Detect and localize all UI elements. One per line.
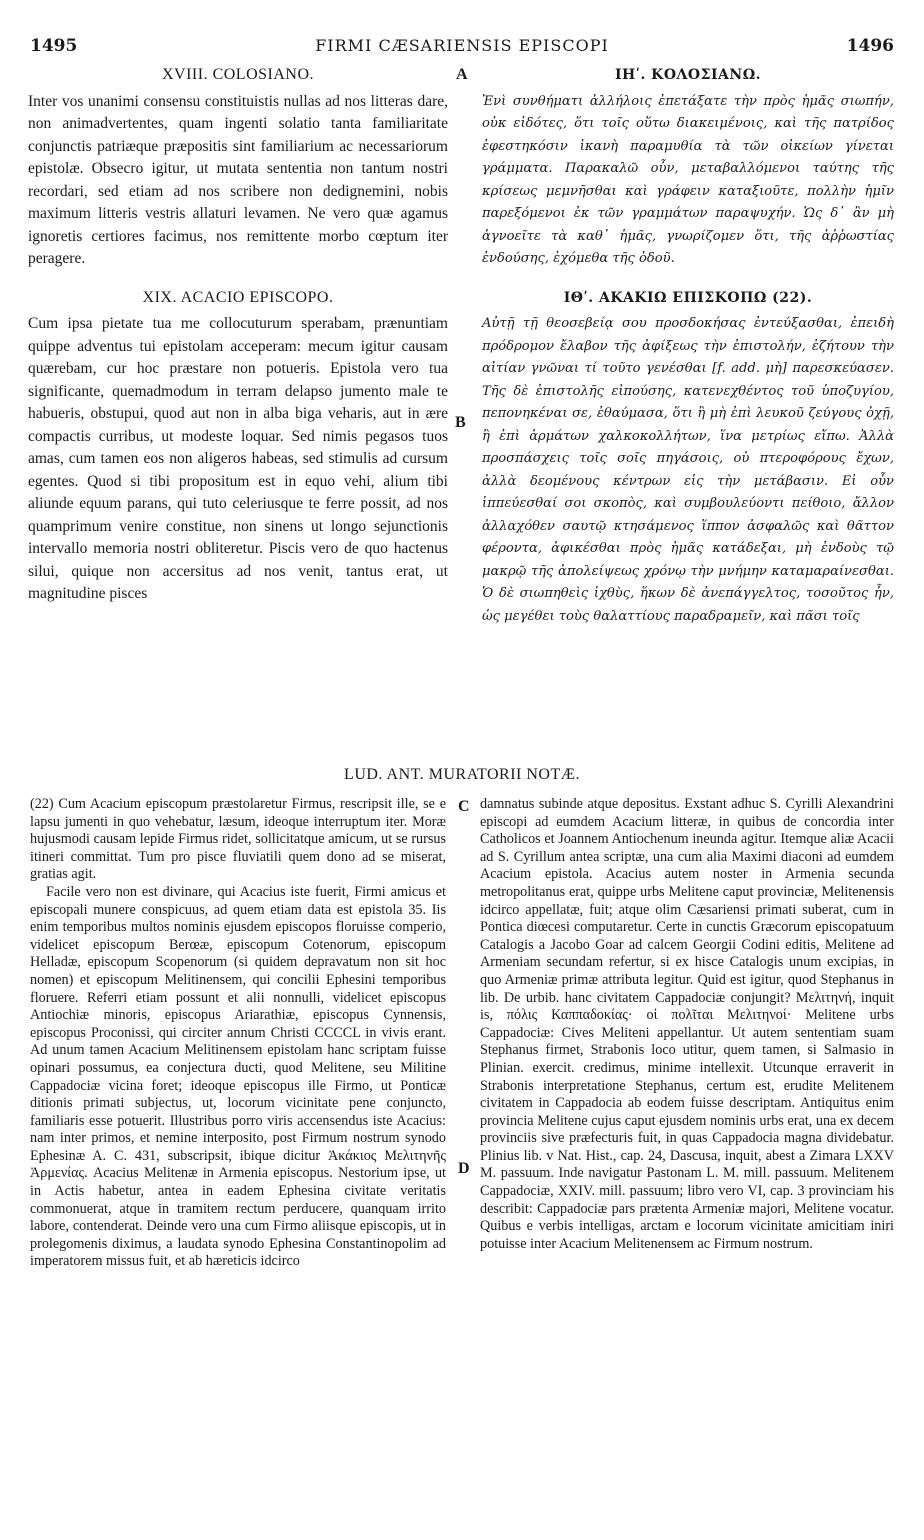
latin-section-18-title: XVIII. COLOSIANO. [161,66,315,83]
margin-letter-d: D [458,1160,470,1177]
greek-section-19-title: ΙΘʹ. ΑΚΑΚΙΩ ΕΠΙΣΚΟΠΩ (22). [563,289,813,306]
latin-section-18-text: Inter vos unanimi consensu constituistis nullas ad nos litteras dare, non animadvertentes, quam ingenti solatio tanta familiaritate conjunctis patriæque præpositis sint familiarium ac necessariorum epistolæ. Obsecro igitur, ut mutata sententia non tantum nostri recordari, sed etiam ad nos scribere non dedignemini, nobis maximum litteris vestris allaturi levamen. Ne vero quæ agamus ignoretis certiores facimus, nos remittente morbo cœptum iter peragere. [28,92,448,267]
running-header [30,36,894,58]
notes-right-column [480,796,894,1253]
page-number-right: 1496 [846,36,894,56]
note-22-continuation: damnatus subinde atque depositus. Exstant adhuc S. Cyrilli Alexandrini episcopi ad eumdem Acacium litteræ, in quibus de concordia inter Catholicos et Joannem Antiochenum ineunda agitur. Itemque aliæ Acacii ad S. Cyrillum antea scriptæ, una cum alia Maximi diaconi ad eumdem Acacium epistola. Acacius autem noster in Armenia secunda metropolitanus erat, quippe urbs Melitene caput provinciæ, Melitenensis idcirco appellatæ, fuit; atque olim Cæsariensi primati suberat, cum in Pontica diœcesi computaretur. Certe in cunctis Græcorum episcopatuum Catalogis a Jacobo Goar ad calcem Georgii Codini editis, Melitene ad Armeniam secundam refertur, si ex hisce Catalogis unum excipias, in quo Armeniæ primæ attributa legitur. Quid est igitur, quod Stephanus in lib. De urbib. hanc civitatem Cappadociæ conjungit? Μελιτηνή, inquit is, πόλις Καππαδοκίας· οἱ πολῖται Μελιτηνοί· Melitene urbs Cappadociæ: Cives Meliteni appellantur. Ut autem sententiam suam Stephanus firmet, Strabonis loco utitur, quem tamen, si Salmasio in Plinian. exercit. credimus, minime intellexit. Utcunque erraverit in Strabonis interpretatione Stephanus, certum est, erudite Melitenem civitatem in Cappadocia ab eodem fuisse descriptam. Antiquitus enim provincia Melitene cujus caput ejusdem nominis urbs erat, una ex decem provinciis sive præfecturis fuit, in quas Cappadocia magna dividebatur. Plinius lib. v Nat. Hist., cap. 24, Dascusa, inquit, abest a Zimara LXXV M. passuum. Inde navigatur Pastonam L. M. mill. passuum. Melitenem Cappadociæ, XXIV. mill. passuum; libro vero VI, cap. 3 provinciam his describit: Cappadociæ pars prætenta Armeniæ majori, Melitene vocatur. Quibus e verbis intelligas, arctam e locorum vicinitate amicitiam iniri potuisse inter Acacium Melitenensem ac Firmum nostrum. [480,796,894,1252]
latin-section-19-title: XIX. ACACIO EPISCOPO. [142,288,334,306]
margin-letter-a: A [456,66,468,83]
greek-section-18-text: Ἐνὶ συνθήματι ἀλλήλοις ἐπετάξατε τὴν πρὸς ἡμᾶς σιωπήν, οὐκ εἰδότες, ὅτι τοῖς οὕτω διακειμένοις, καὶ τῆς πατρίδος ἐφεστηκόσιν ἱκανὴ παραμυθία τὰ τῶν οἰκείων γίνεται γράμματα. Παρακαλῶ οὖν, μεταβαλλόμενοι ταύτης τῆς κρίσεως μεμνῆσθαι καὶ γράφειν καταξιοῦτε, πολλὴν ἡμῖν παρεξόμενοι ἐκ τῶν γραμμάτων παραψυχήν. Ὡς δ᾽ ἂν μὴ ἀγνοεῖτε τὰ καθ᾽ ἡμᾶς, γνωρίζομεν ὅτι, τῆς ἀῤῥωστίας ἐνδούσης, ἐχόμεθα τῆς ὁδοῦ. [482,93,894,266]
notes-heading: LUD. ANT. MURATORII NOTÆ. [344,766,580,783]
note-22-paragraph-1: (22) Cum Acacium episcopum præstolaretur Firmus, rescripsit ille, se e lapsu jumenti in quo vehebatur, læsum, ideoque interruptum iter. Moræ hujusmodi causam lepide Firmus ridet, sollicitatque amicum, ut se rursus itineri committat. Tum pro pisce fluviatili quem dono ad se miserat, gratias agit. [30,796,446,883]
greek-section-18-title: ΙΗʹ. ΚΟΛΟΣΙΑΝΩ. [614,67,762,83]
running-title: FIRMI CÆSARIENSIS EPISCOPI [315,36,609,55]
latin-section-19-text: Cum ipsa pietate tua me collocuturum sperabam, prænuntiam quippe adventus tui epistolam acceperam: mecum igitur causam quærebam, cur hoc præstare non potueris. Epistola vero tua significante, quemadmodum in terram delapso jumento male te habueris, obstupui, quod aut non in alba biga veharis, aut in ære compactis curribus, ut modeste loquar. Sed nimis pegasos tuos amas, cum tamen eos non aligeros habeas, sed stimulis ad cursum egentes. Quod si tibi propositum est in equo vehi, alium tibi aliunde equum parans, qui tuto celeriusque te ferre possit, ad nos quamprimum venire constitue, non sinens ut longo sejunctionis intervallo memoria nostri obliteretur. Piscis vero de quo hactenus silui, quique non accersitus ad nos venit, tantus erat, ut magnitudine pisces [28,315,448,602]
note-22-paragraph-2: Facile vero non est divinare, qui Acacius iste fuerit, Firmi amicus et episcopali munere conspicuus, ad quem etiam data est epistola 35. Iis enim temporibus multos nominis ejusdem episcopos floruisse comperio, videlicet episcopum Berœæ, episcopum Cotenorum, episcopum Helladæ, episcopum Scopenorum (si quidem depravatum non sit hoc nomen) et episcopum Melitinensem, qui concilii Ephesini temporibus floruere. Referri etiam possunt et alii nonnulli, videlicet episcopus Antiochiæ minoris, episcopus Ariarathiæ, episcopus Cynnensis, episcopus Proconissi, qui circiter annum Christi CCCCL in vivis erant. Ad unum tamen Acacium Melitinensem epistolam hanc scriptam fuisse opinari possumus, ea conjectura ducti, quod Melitene, seu Militine Cappadociæ vicina foret; ideoque episcopus ille Firmo, ut Ponticæ ditionis primati subjectus, ut, locorum vicinitate pene conjuncto, familiaris esse potuerit. Illustribus porro viris accensendus iste Acacius: nam inter primos, et nemine interposito, post Firmum nostrum synodo Ephesinæ A. C. 431, subscripsit, ibique dicitur Ἀκάκιος Μελιτηνῆς Ἀρμενίας. Acacius Melitenæ in Armenia episcopus. Nestorium ipse, ut in Actis habetur, antea in eadem Ephesina civitate veritatis commonuerat, atque in tramitem rectum perducere, quanquam irrito labore, contenderat. Deinde vero una cum Firmo aliisque episcopis, ut in prolegomenis diximus, a laudata synodo Ephesina Constantinopolim ad imperatorem missus fuit, et ab hæreticis idcirco [30,883,446,1270]
notes-left-column [30,796,446,1271]
greek-section-19-text: Αὐτῇ τῇ θεοσεβείᾳ σου προσδοκήσας ἐντεύξασθαι, ἐπειδὴ πρόδρομον ἔλαβον τῆς ἀφίξεως τὴν ἐπιστολήν, ἐζήτουν τὴν αἰτίαν γνῶναι τί τοῦτο γενέσθαι [f. add. μὴ] παρεσκεύασεν. Τῆς δὲ ἐπιστολῆς εἰπούσης, κατενεχθέντος τοῦ ὑποζυγίου, πεπονηκέναι σε, ἐθαύμασα, ὅτι ἢ μὴ ἐπὶ λευκοῦ ζεύγους ὀχῇ, ἢ ἐπὶ ἁρμάτων χαλκοκολλήτων, ἵνα μετρίως εἴπω. Ἀλλὰ προσπάσχεις τοῖς σοῖς πηγάσοις, οὐ πτεροφόρους ἔχων, ἀλλὰ δεομένους κέντρων εἰς τὴν μετάβασιν. Εἰ οὖν ἱππεύεσθαί σοι σκοπὸς, καὶ συμβουλεύοντι πείθοιο, ἄλλον ἀλλαχόθεν σαυτῷ κτησάμενος ἵππον ἀσφαλῶς καὶ θᾶττον φέροντα, ἀφικέσθαι πρὸς ἡμᾶς κατάδεξαι, μὴ ἐνδοὺς τῷ μακρῷ τῆς ἀπολείψεως χρόνῳ τὴν μνήμην καταμαραίνεσθαι. Ὁ δὲ σιωπηθεὶς ἰχθὺς, ἥκων δὲ ἀνεπάγγελτος, τοσοῦτος ἦν, ὡς μεγέθει τοὺς θαλαττίους παραδραμεῖν, καὶ πᾶσι τοῖς [482,316,894,624]
page-number-left: 1495 [30,36,78,56]
margin-letter-b: B [455,414,466,431]
greek-column [482,64,894,628]
latin-column [28,64,448,606]
margin-letter-c: C [458,798,470,815]
